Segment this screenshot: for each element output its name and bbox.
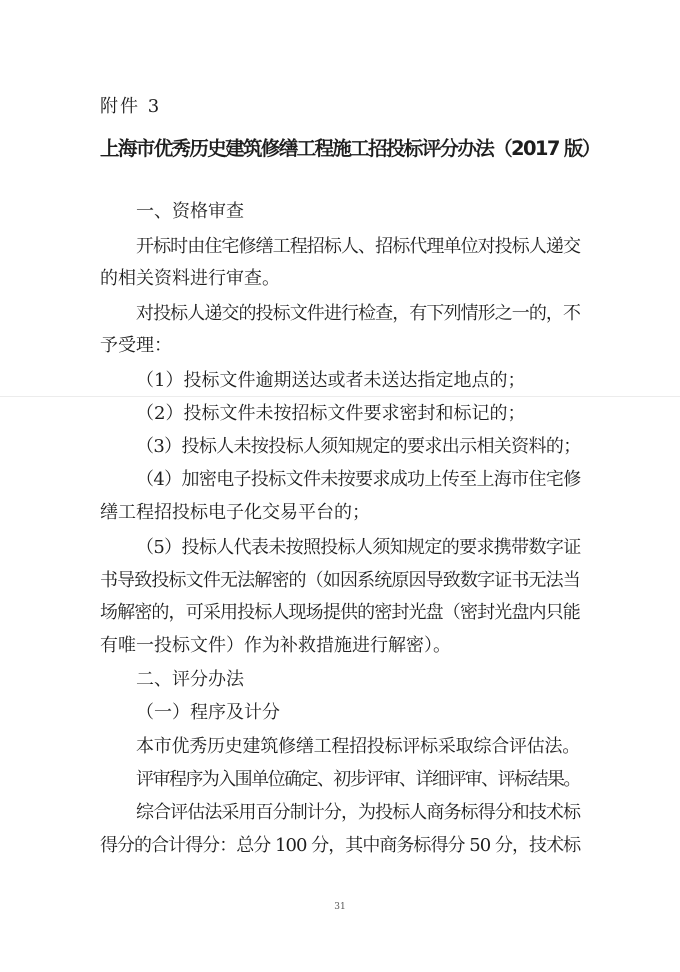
- attachment-label: 附件 3: [100, 96, 162, 117]
- document-title: 上海市优秀历史建筑修缮工程施工招投标评分办法（2017 版）: [100, 137, 600, 160]
- list-item: （2）投标文件未按招标文件要求密封和标记的；: [136, 403, 526, 424]
- list-item-continuation: 有唯一投标文件）作为补救措施进行解密）。: [100, 635, 451, 656]
- scan-artifact-line: [0, 396, 680, 397]
- list-item: （1）投标文件逾期送达或者未送达指定地点的；: [136, 370, 526, 391]
- list-item: （4）加密电子投标文件未按要求成功上传至上海市住宅修: [136, 469, 581, 490]
- list-item: （5）投标人代表未按照投标人须知规定的要求携带数字证: [136, 537, 581, 558]
- paragraph-line: 评审程序为入围单位确定、初步评审、详细评审、评标结果。: [136, 769, 580, 790]
- subsection-heading: （一）程序及计分: [136, 702, 280, 723]
- list-item: （3）投标人未按投标人须知规定的要求出示相关资料的；: [136, 436, 581, 457]
- section-heading: 一、资格审查: [136, 201, 244, 222]
- paragraph-line: 予受理：: [100, 335, 172, 356]
- list-item-continuation: 缮工程招投标电子化交易平台的；: [100, 502, 370, 523]
- list-item-continuation: 场解密的，可采用投标人现场提供的密封光盘（密封光盘内只能: [100, 602, 580, 623]
- page-number: 31: [334, 902, 346, 912]
- paragraph-line: 得分的合计得分：总分 100 分，其中商务标得分 50 分，技术标: [100, 835, 581, 856]
- paragraph-line: 开标时由住宅修缮工程招标人、招标代理单位对投标人递交: [136, 236, 581, 257]
- paragraph-line: 综合评估法采用百分制计分，为投标人商务标得分和技术标: [136, 802, 581, 823]
- section-heading: 二、评分办法: [136, 669, 244, 690]
- paragraph-line: 对投标人递交的投标文件进行检查，有下列情形之一的，不: [136, 303, 581, 324]
- paragraph-line: 本市优秀历史建筑修缮工程招投标评标采取综合评估法。: [136, 736, 580, 757]
- list-item-continuation: 书导致投标文件无法解密的（如因系统原因导致数字证书无法当: [100, 570, 580, 591]
- paragraph-line: 的相关资料进行审查。: [100, 268, 280, 289]
